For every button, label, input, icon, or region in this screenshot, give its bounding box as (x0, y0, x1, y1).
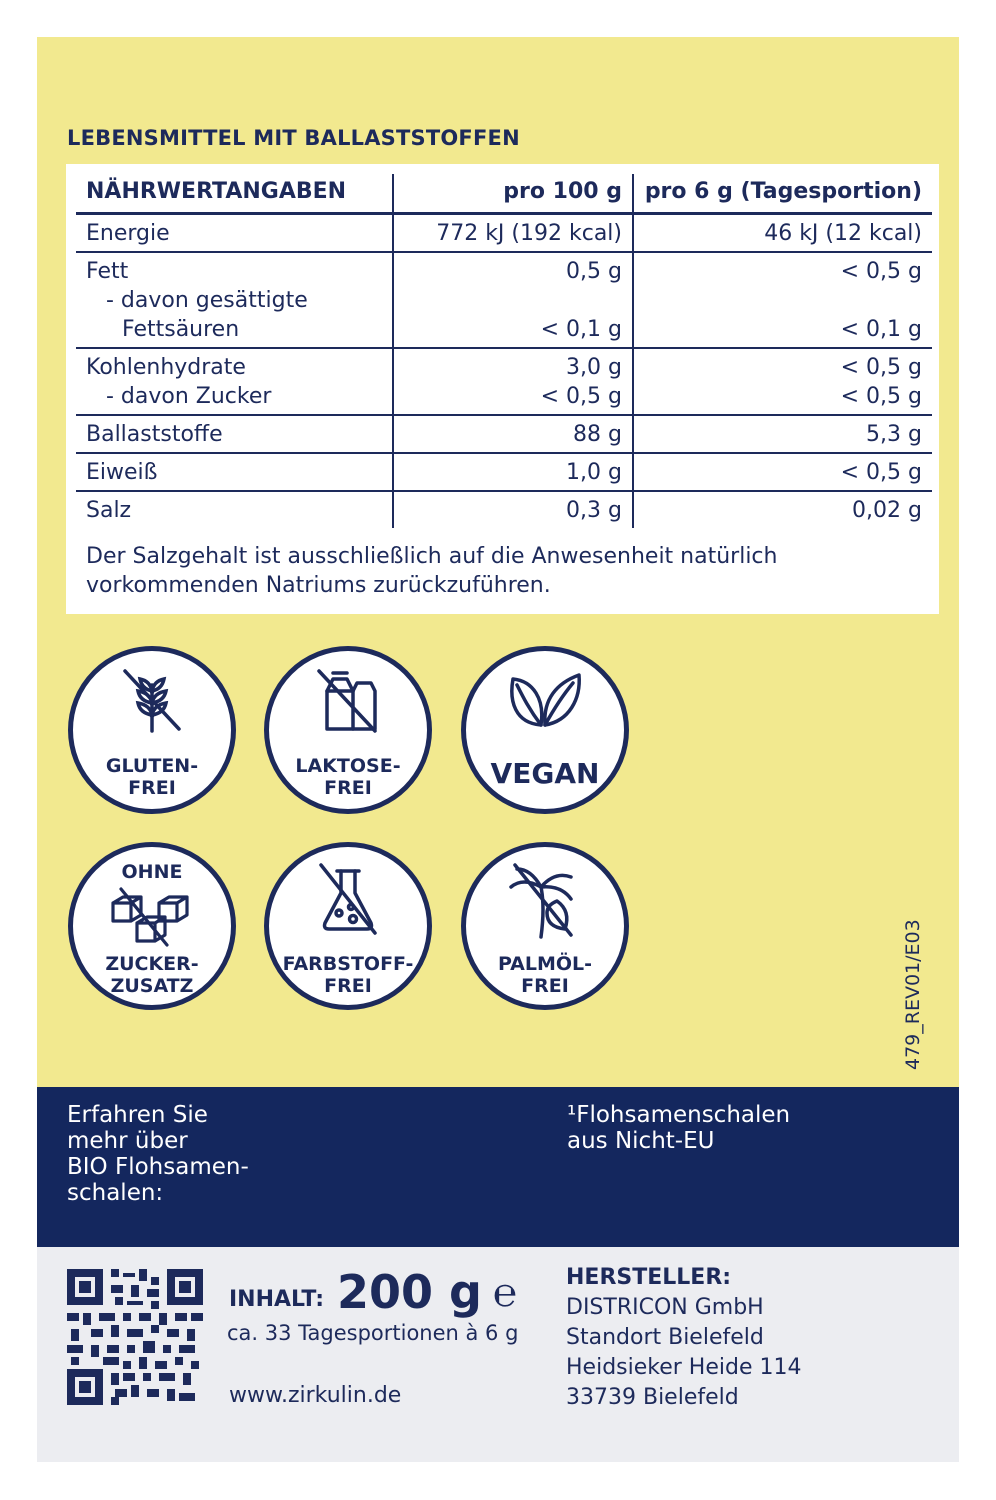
content-label: INHALT: (229, 1287, 325, 1312)
manufacturer-block (566, 1263, 801, 1413)
fat-sub-label-1: - davon gesättigte (106, 288, 308, 313)
badge-dye-label (269, 953, 427, 997)
leaves-icon (505, 665, 585, 735)
badge-sugar-top: OHNE (121, 861, 183, 883)
spacer (644, 286, 922, 315)
info-line: BIO Flohsamen- (67, 1154, 249, 1180)
fiber-per-portion: 5,3 g (633, 415, 932, 453)
carbs-sub-per-portion: < 0,5 g (840, 384, 922, 409)
protein-per-portion: < 0,5 g (633, 453, 932, 491)
energy-per-portion: 46 kJ (12 kcal) (633, 214, 932, 253)
fat-per100-cell (393, 252, 633, 348)
info-band (37, 1087, 959, 1247)
protein-per100: 1,0 g (393, 453, 633, 491)
table-row-protein (76, 453, 932, 491)
sugar-cubes-crossed-icon (107, 887, 197, 947)
fat-sub-per100: < 0,1 g (540, 317, 622, 342)
salt-per-portion: 0,02 g (633, 491, 932, 528)
info-line: schalen: (67, 1180, 164, 1206)
carbs-sub-per100: < 0,5 g (540, 384, 622, 409)
badge-dye-free (264, 842, 432, 1010)
badge-palm-label (466, 953, 624, 997)
qr-code[interactable] (67, 1269, 203, 1405)
table-row-salt (76, 491, 932, 528)
content-value: 200 g (337, 1265, 482, 1319)
badge-sugar-label (73, 953, 231, 997)
fat-per-portion-cell (633, 252, 932, 348)
badge-line: FARBSTOFF- (282, 953, 414, 975)
fat-labels (76, 252, 393, 348)
table-row-fat (76, 252, 932, 348)
flask-crossed-icon (313, 861, 383, 941)
protein-label: Eiweiß (76, 453, 393, 491)
badge-line: FREI (128, 777, 176, 799)
fat-per100: 0,5 g (566, 259, 622, 284)
wheat-crossed-icon (117, 665, 187, 735)
badge-line: LAKTOSE- (295, 755, 401, 777)
header-per-100g: pro 100 g (393, 174, 633, 214)
badge-gluten-free (68, 646, 236, 814)
fiber-label: Ballaststoffe (76, 415, 393, 453)
carbs-labels (76, 348, 393, 415)
carbs-per-portion-cell (633, 348, 932, 415)
website-link[interactable]: www.zirkulin.de (229, 1383, 402, 1408)
origin-note (567, 1102, 867, 1154)
qr-info-text (67, 1102, 307, 1206)
badge-line: GLUTEN- (105, 755, 199, 777)
nutrition-table (76, 174, 932, 528)
salt-footnote: Der Salzgehalt ist ausschließlich auf die Anwesenheit natürlich vorkommenden Natriums zurückzuführen. (86, 544, 778, 598)
carbs-sub-label: - davon Zucker (106, 384, 272, 409)
salt-per100: 0,3 g (393, 491, 633, 528)
bottom-panel (37, 1247, 959, 1462)
info-line: aus Nicht-EU (567, 1128, 715, 1154)
revision-code: 479_REV01/E03 (902, 919, 924, 1070)
fat-sub-label-2: Fettsäuren (122, 317, 240, 342)
badge-gluten-label (73, 755, 231, 799)
badge-no-added-sugar (68, 842, 236, 1010)
badge-line: FREI (521, 975, 569, 997)
badge-lactose-free (264, 646, 432, 814)
info-line: ¹Flohsamenschalen (567, 1102, 791, 1128)
table-header-row (76, 174, 932, 214)
badge-lactose-label (269, 755, 427, 799)
manufacturer-line: DISTRICON GmbH (566, 1295, 764, 1320)
manufacturer-line: 33739 Bielefeld (566, 1385, 739, 1410)
energy-per100: 772 kJ (192 kcal) (393, 214, 633, 253)
badge-line: PALMÖL- (497, 953, 593, 975)
palm-crossed-icon (505, 861, 585, 941)
info-line: mehr über (67, 1128, 188, 1154)
badge-line: FREI (324, 975, 372, 997)
energy-label: Energie (76, 214, 393, 253)
salt-label: Salz (86, 498, 132, 523)
badge-line: FREI (324, 777, 372, 799)
header-nutrition: NÄHRWERTANGABEN (76, 174, 393, 214)
milk-carton-crossed-icon (313, 665, 383, 735)
carbs-per-portion: < 0,5 g (840, 355, 922, 380)
table-row-carbs (76, 348, 932, 415)
spacer (404, 286, 622, 315)
fat-label: Fett (86, 259, 129, 284)
manufacturer-line: Standort Bielefeld (566, 1325, 764, 1350)
info-line: Erfahren Sie (67, 1102, 208, 1128)
table-row-energy (76, 214, 932, 253)
carbs-per100: 3,0 g (566, 355, 622, 380)
fiber-per100: 88 g (393, 415, 633, 453)
manufacturer-line: Heidsieker Heide 114 (566, 1355, 802, 1380)
badge-line: ZUSATZ (110, 975, 194, 997)
nutrition-box (66, 164, 939, 614)
manufacturer-heading: HERSTELLER: (566, 1265, 732, 1290)
carbs-per100-cell (393, 348, 633, 415)
estimated-sign: ℮ (493, 1270, 518, 1316)
table-row-fiber (76, 415, 932, 453)
badge-vegan-label: VEGAN (490, 757, 600, 790)
header-per-portion: pro 6 g (Tagesportion) (633, 174, 932, 214)
carbs-label: Kohlenhydrate (86, 355, 246, 380)
fat-sub-per-portion: < 0,1 g (840, 317, 922, 342)
badge-line: ZUCKER- (105, 953, 199, 975)
badge-vegan (461, 646, 629, 814)
badge-palm-oil-free (461, 842, 629, 1010)
portions-text: ca. 33 Tagesportionen à 6 g (227, 1321, 519, 1345)
fat-per-portion: < 0,5 g (840, 259, 922, 284)
section-heading: LEBENSMITTEL MIT BALLASTSTOFFEN (67, 126, 520, 150)
